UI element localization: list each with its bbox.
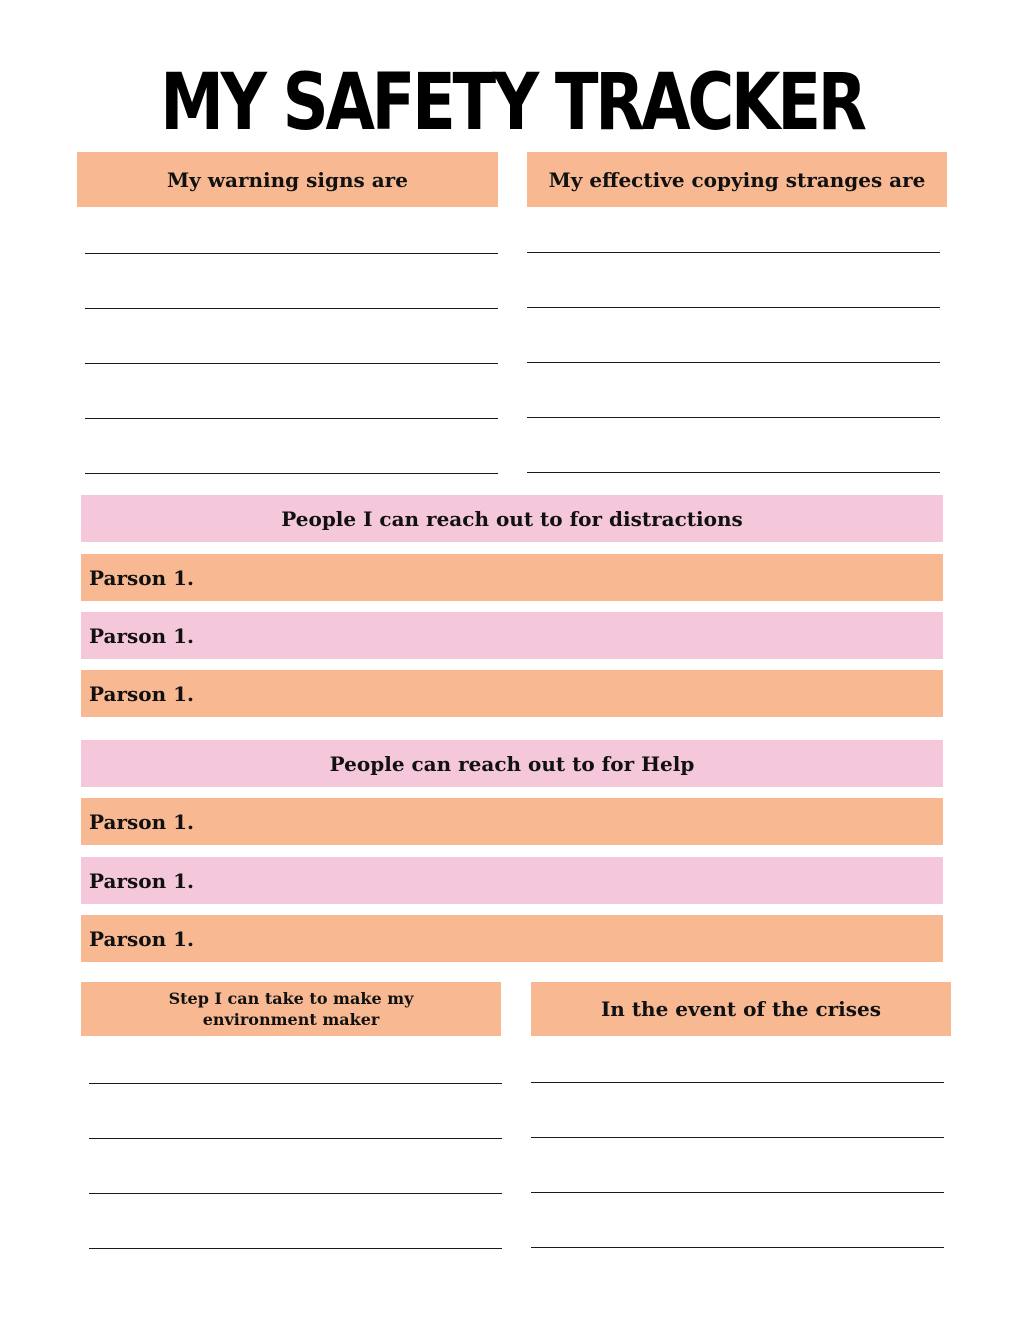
coping-line-2[interactable] (527, 307, 940, 308)
warning-sign-line-2[interactable] (85, 308, 498, 309)
help-person-row[interactable]: Parson 1. (81, 798, 943, 845)
environment-line-3[interactable] (89, 1193, 502, 1194)
distraction-person-row[interactable]: Parson 1. (81, 554, 943, 601)
warning-signs-header: My warning signs are (77, 152, 498, 207)
warning-sign-line-1[interactable] (85, 253, 498, 254)
crises-header: In the event of the crises (531, 982, 951, 1036)
distractions-header: People I can reach out to for distractions (81, 495, 943, 542)
page-title: MY SAFETY TRACKER (160, 58, 864, 148)
environment-line-2[interactable] (89, 1138, 502, 1139)
crises-line-3[interactable] (531, 1192, 944, 1193)
crises-line-2[interactable] (531, 1137, 944, 1138)
coping-line-1[interactable] (527, 252, 940, 253)
coping-line-5[interactable] (527, 472, 940, 473)
warning-sign-line-5[interactable] (85, 473, 498, 474)
warning-sign-line-3[interactable] (85, 363, 498, 364)
warning-sign-line-4[interactable] (85, 418, 498, 419)
coping-line-4[interactable] (527, 417, 940, 418)
help-person-row[interactable]: Parson 1. (81, 857, 943, 904)
help-header: People can reach out to for Help (81, 740, 943, 787)
crises-line-1[interactable] (531, 1082, 944, 1083)
help-person-row[interactable]: Parson 1. (81, 915, 943, 962)
distraction-person-row[interactable]: Parson 1. (81, 670, 943, 717)
coping-strategies-header: My effective copying stranges are (527, 152, 947, 207)
environment-header: Step I can take to make my environment maker (81, 982, 501, 1036)
environment-line-1[interactable] (89, 1083, 502, 1084)
coping-line-3[interactable] (527, 362, 940, 363)
crises-line-4[interactable] (531, 1247, 944, 1248)
environment-line-4[interactable] (89, 1248, 502, 1249)
distraction-person-row[interactable]: Parson 1. (81, 612, 943, 659)
